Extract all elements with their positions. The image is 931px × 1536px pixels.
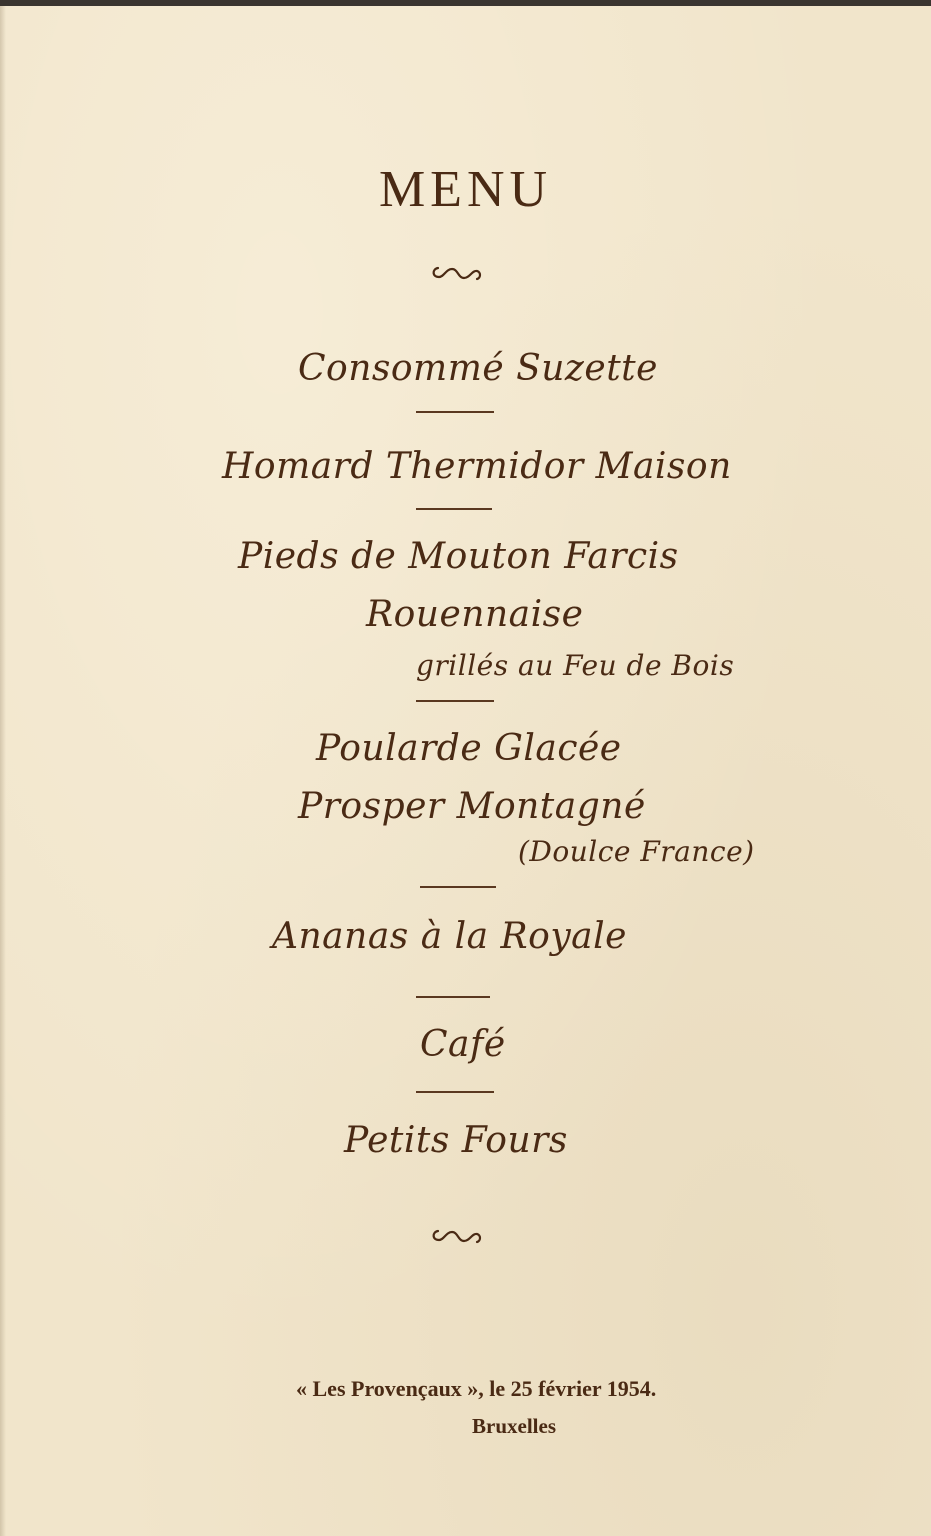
footer-city: Bruxelles [472,1414,556,1438]
menu-title: MENU [378,161,553,218]
separator-rule [416,996,490,998]
dish-ananas-royale: Ananas à la Royale [272,916,627,957]
dish-petits-fours: Petits Fours [344,1120,568,1161]
separator-rule [416,508,492,510]
dish-rouennaise: Rouennaise [366,594,584,635]
dish-doulce-france-note: (Doulce France) [518,835,755,868]
footer-venue-date: « Les Provençaux », le 25 février 1954. [296,1376,657,1401]
dish-homard-thermidor: Homard Thermidor Maison [222,446,732,487]
dish-consomme-suzette: Consommé Suzette [298,348,658,389]
dish-prosper-montagne: Prosper Montagné [298,786,646,827]
separator-rule [416,700,494,702]
menu-card [0,6,931,1536]
separator-rule [416,411,494,413]
separator-rule [420,886,496,888]
dish-poularde-glacee: Poularde Glacée [316,728,622,769]
dish-cafe: Café [420,1024,506,1065]
dish-grilles-note: grillés au Feu de Bois [416,649,735,682]
flourish-ornament-top [430,263,484,283]
separator-rule [416,1091,494,1093]
flourish-ornament-bottom [430,1226,484,1246]
dish-pieds-de-mouton: Pieds de Mouton Farcis [238,536,679,577]
